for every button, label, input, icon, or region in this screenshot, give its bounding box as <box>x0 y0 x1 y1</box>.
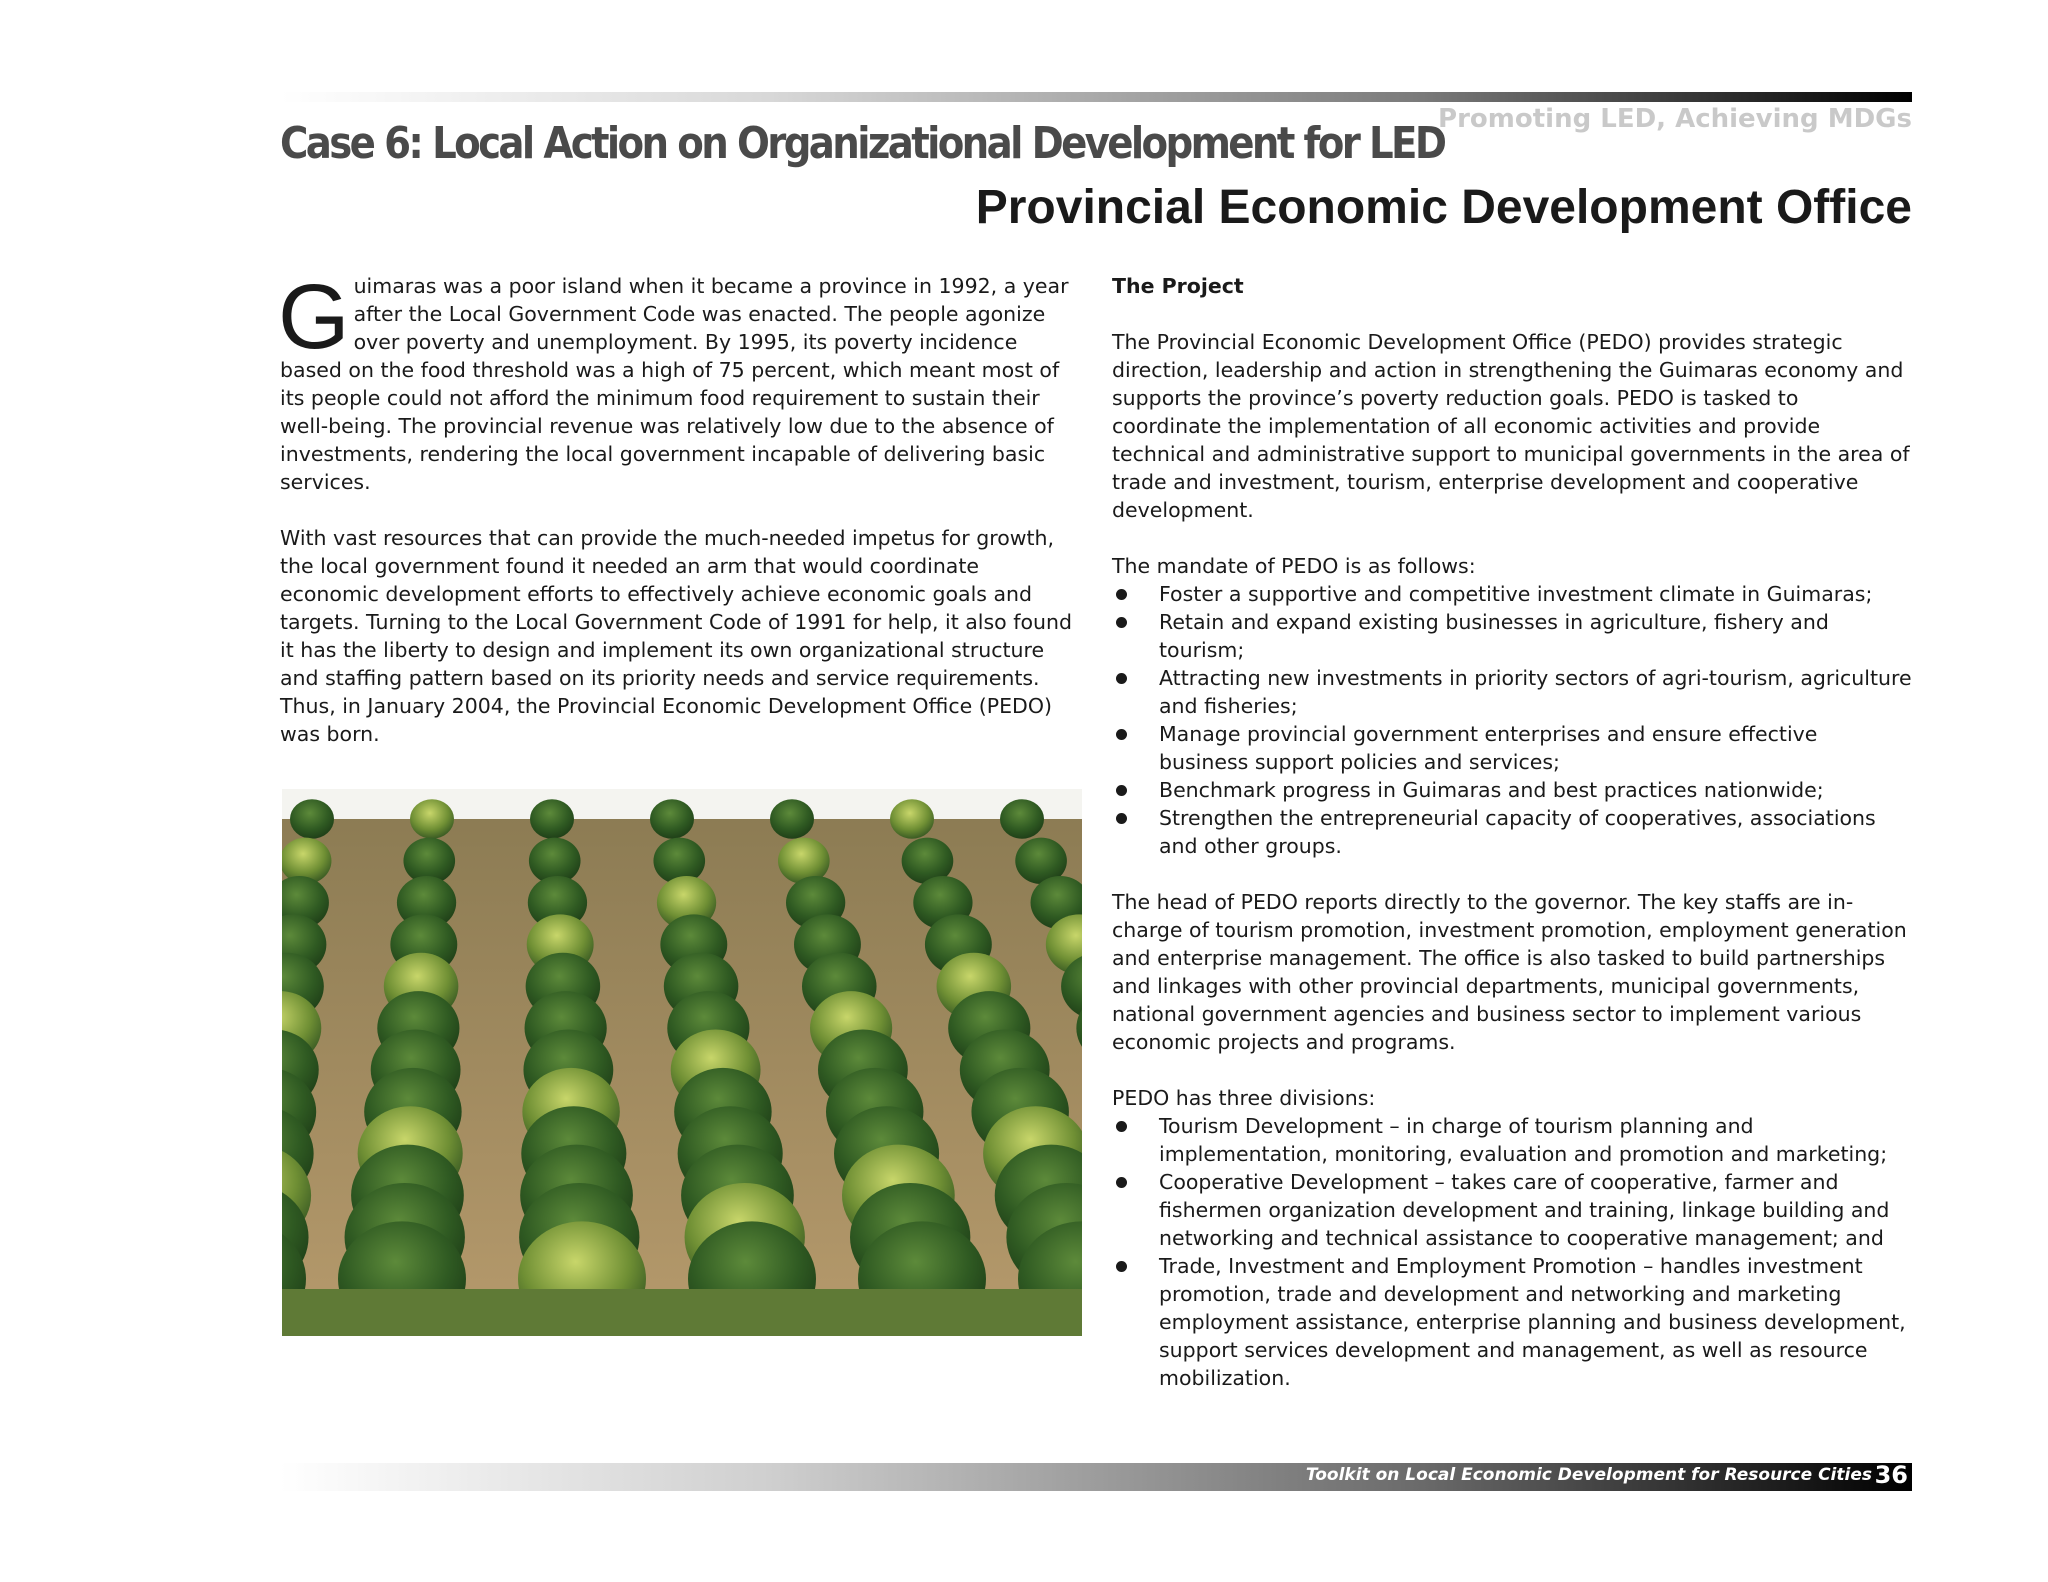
list-item: Strengthen the entrepreneurial capacity of cooperatives, associations and other groups. <box>1112 804 1912 860</box>
bullet-icon <box>1116 785 1127 796</box>
list-item: Retain and expand existing businesses in agriculture, fishery and tourism; <box>1112 608 1912 664</box>
running-header: Promoting LED, Achieving MDGs <box>1438 104 1912 134</box>
tree-canopy <box>770 799 814 839</box>
list-item: Cooperative Development – takes care of cooperative, farmer and fishermen organization development and training, linkage building and networking and technical assistance to cooperative management; and <box>1112 1168 1912 1252</box>
orchard-photo-illustration <box>282 789 1082 1336</box>
tree-canopy <box>650 799 694 839</box>
bullet-icon <box>1116 729 1127 740</box>
divisions-intro: PEDO has three divisions: <box>1112 1086 1376 1110</box>
footer-title: Toolkit on Local Economic Development for Resource Cities <box>1305 1465 1872 1485</box>
bullet-icon <box>1116 1121 1127 1132</box>
mandate-list <box>1112 580 1912 860</box>
bullet-icon <box>1116 813 1127 824</box>
tree-canopy <box>410 799 454 839</box>
paragraph: The head of PEDO reports directly to the governor. The key staffs are in-charge of tourism promotion, investment promotion, employment generation and enterprise management. The office is also tasked to build partnerships and linkages with other provincial departments, municipal governments, national government agencies and business sector to implement various economic projects and programs. <box>1112 890 1907 1054</box>
bullet-icon <box>1116 617 1127 628</box>
section-heading: The Project <box>1112 274 1244 298</box>
paragraph: The Provincial Economic Development Office (PEDO) provides strategic direction, leadership and action in strengthening the Guimaras economy and supports the province’s poverty reduction goals. PEDO is tasked to coordinate the implementation of all economic activities and provide technical and administrative support to municipal governments in the area of trade and investment, tourism, enterprise development and cooperative development. <box>1112 330 1910 522</box>
drop-cap: G <box>278 266 350 368</box>
header-rule <box>280 92 1912 102</box>
bullet-icon <box>1116 1177 1127 1188</box>
orchard-photo <box>282 789 1082 1336</box>
tree-canopy <box>890 799 934 839</box>
list-item: Attracting new investments in priority sectors of agri-tourism, agriculture and fisheries; <box>1112 664 1912 720</box>
tree-canopy <box>290 799 334 839</box>
page-number: 36 <box>1874 1461 1908 1489</box>
footer-bar <box>280 1463 1912 1491</box>
list-item: Foster a supportive and competitive investment climate in Guimaras; <box>1112 580 1912 608</box>
mandate-intro: The mandate of PEDO is as follows: <box>1112 554 1476 578</box>
case-title: Case 6: Local Action on Organizational Development for LED <box>280 118 1445 169</box>
bullet-icon <box>1116 589 1127 600</box>
list-item: Manage provincial government enterprises and ensure effective business support policies and services; <box>1112 720 1912 776</box>
bullet-icon <box>1116 1261 1127 1272</box>
list-item: Trade, Investment and Employment Promotion – handles investment promotion, trade and development and networking and marketing employment assistance, enterprise planning and business development, support services development and management, as well as resource mobilization. <box>1112 1252 1912 1392</box>
list-item: Tourism Development – in charge of tourism planning and implementation, monitoring, evaluation and promotion and marketing; <box>1112 1112 1912 1168</box>
left-column <box>278 266 1080 776</box>
bullet-icon <box>1116 673 1127 684</box>
intro-text: uimaras was a poor island when it became a province in 1992, a year after the Local Government Code was enacted. The people agonize over poverty and unemployment. By 1995, its poverty incidence based on the food threshold was a high of 75 percent, which meant most of its people could not afford the minimum food requirement to sustain their well-being. The provincial revenue was relatively low due to the absence of investments, rendering the local government incapable of delivering basic services. <box>280 274 1069 494</box>
page-title: Provincial Economic Development Office <box>975 181 1912 234</box>
intro-paragraph <box>278 266 1080 496</box>
list-item: Benchmark progress in Guimaras and best practices nationwide; <box>1112 776 1912 804</box>
paragraph: With vast resources that can provide the much-needed impetus for growth, the local government found it needed an arm that would coordinate economic development efforts to effectively achieve economic goals and targets. Turning to the Local Government Code of 1991 for help, it also found it has the liberty to design and implement its own organizational structure and staffing pattern based on its priority needs and service requirements. Thus, in January 2004, the Provincial Economic Development Office (PEDO) was born. <box>280 526 1073 746</box>
tree-canopy <box>1000 799 1044 839</box>
divisions-list <box>1112 1112 1912 1392</box>
right-column <box>1112 272 1912 1420</box>
tree-canopy <box>530 799 574 839</box>
